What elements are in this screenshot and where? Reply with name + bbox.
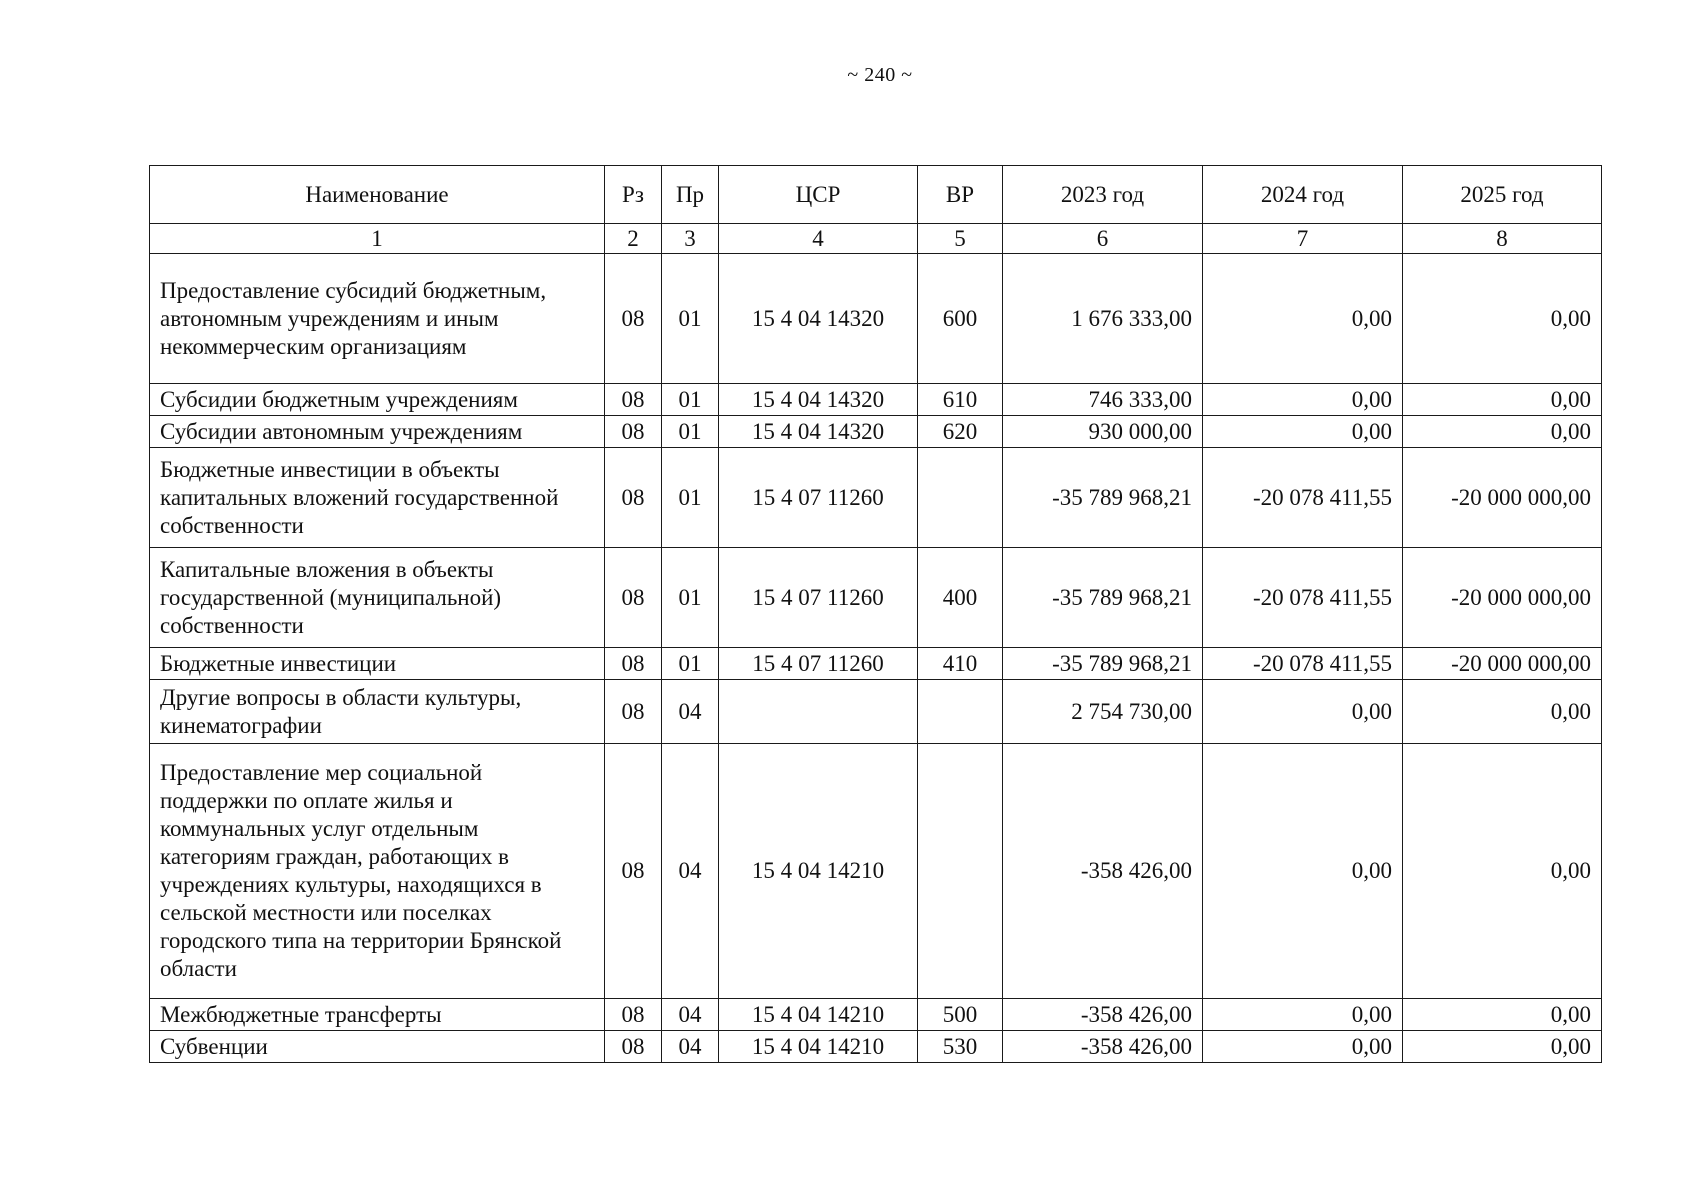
cell-vr	[918, 448, 1003, 548]
cell-2024: 0,00	[1203, 254, 1403, 384]
cell-2024: 0,00	[1203, 384, 1403, 416]
cell-2023: 2 754 730,00	[1003, 680, 1203, 744]
cell-2025: -20 000 000,00	[1403, 548, 1602, 648]
column-number: 6	[1003, 224, 1203, 254]
table-row	[150, 548, 1602, 648]
table-row	[150, 1031, 1602, 1063]
cell-2025: 0,00	[1403, 999, 1602, 1031]
cell-2024: -20 078 411,55	[1203, 448, 1403, 548]
table-row	[150, 384, 1602, 416]
header-csr: ЦСР	[719, 166, 918, 224]
cell-vr: 620	[918, 416, 1003, 448]
header-row	[150, 166, 1602, 224]
cell-2024: -20 078 411,55	[1203, 548, 1403, 648]
header-2023: 2023 год	[1003, 166, 1203, 224]
cell-rz: 08	[605, 648, 662, 680]
cell-pr: 01	[662, 416, 719, 448]
cell-rz: 08	[605, 680, 662, 744]
cell-vr: 400	[918, 548, 1003, 648]
cell-2024: 0,00	[1203, 744, 1403, 999]
budget-table	[149, 165, 1602, 1063]
cell-2023: -358 426,00	[1003, 1031, 1203, 1063]
cell-2025: 0,00	[1403, 680, 1602, 744]
cell-csr: 15 4 04 14320	[719, 416, 918, 448]
cell-pr: 01	[662, 648, 719, 680]
cell-pr: 01	[662, 384, 719, 416]
cell-vr: 530	[918, 1031, 1003, 1063]
column-number: 4	[719, 224, 918, 254]
cell-csr: 15 4 04 14210	[719, 1031, 918, 1063]
cell-rz: 08	[605, 548, 662, 648]
cell-rz: 08	[605, 1031, 662, 1063]
cell-vr: 500	[918, 999, 1003, 1031]
column-number: 7	[1203, 224, 1403, 254]
cell-rz: 08	[605, 999, 662, 1031]
cell-name: Бюджетные инвестиции	[150, 648, 605, 680]
column-number: 3	[662, 224, 719, 254]
header-pr: Пр	[662, 166, 719, 224]
table-row	[150, 416, 1602, 448]
cell-2023: -358 426,00	[1003, 744, 1203, 999]
column-number: 1	[150, 224, 605, 254]
cell-2023: 1 676 333,00	[1003, 254, 1203, 384]
header-vr: ВР	[918, 166, 1003, 224]
cell-name: Межбюджетные трансферты	[150, 999, 605, 1031]
column-number: 5	[918, 224, 1003, 254]
header-name: Наименование	[150, 166, 605, 224]
cell-name: Субсидии автономным учреждениям	[150, 416, 605, 448]
cell-csr: 15 4 04 14210	[719, 744, 918, 999]
cell-2024: 0,00	[1203, 680, 1403, 744]
cell-rz: 08	[605, 254, 662, 384]
page-number: ~ 240 ~	[847, 64, 913, 86]
cell-name: Бюджетные инвестиции в объекты капитальных вложений государственной собственности	[150, 448, 605, 548]
table-row	[150, 680, 1602, 744]
cell-2023: -35 789 968,21	[1003, 648, 1203, 680]
cell-pr: 04	[662, 744, 719, 999]
cell-rz: 08	[605, 448, 662, 548]
cell-2025: -20 000 000,00	[1403, 648, 1602, 680]
cell-name: Субвенции	[150, 1031, 605, 1063]
cell-vr	[918, 744, 1003, 999]
table-row	[150, 254, 1602, 384]
cell-2024: 0,00	[1203, 416, 1403, 448]
cell-csr: 15 4 04 14320	[719, 384, 918, 416]
cell-rz: 08	[605, 744, 662, 999]
cell-2023: -35 789 968,21	[1003, 448, 1203, 548]
cell-rz: 08	[605, 384, 662, 416]
column-number: 2	[605, 224, 662, 254]
cell-vr: 610	[918, 384, 1003, 416]
cell-vr: 410	[918, 648, 1003, 680]
cell-pr: 04	[662, 680, 719, 744]
cell-name: Капитальные вложения в объекты государственной (муниципальной) собственности	[150, 548, 605, 648]
cell-csr: 15 4 07 11260	[719, 448, 918, 548]
cell-pr: 01	[662, 448, 719, 548]
cell-name: Другие вопросы в области культуры, кинематографии	[150, 680, 605, 744]
cell-2025: 0,00	[1403, 744, 1602, 999]
table-row	[150, 648, 1602, 680]
cell-rz: 08	[605, 416, 662, 448]
header-2025: 2025 год	[1403, 166, 1602, 224]
cell-csr	[719, 680, 918, 744]
column-number-row	[150, 224, 1602, 254]
header-rz: Рз	[605, 166, 662, 224]
cell-2024: 0,00	[1203, 999, 1403, 1031]
cell-name: Предоставление субсидий бюджетным, автономным учреждениям и иным некоммерческим организациям	[150, 254, 605, 384]
cell-2023: -35 789 968,21	[1003, 548, 1203, 648]
cell-pr: 04	[662, 999, 719, 1031]
cell-csr: 15 4 07 11260	[719, 648, 918, 680]
cell-vr	[918, 680, 1003, 744]
cell-2025: 0,00	[1403, 1031, 1602, 1063]
table-row	[150, 999, 1602, 1031]
cell-csr: 15 4 04 14320	[719, 254, 918, 384]
cell-2023: -358 426,00	[1003, 999, 1203, 1031]
cell-2025: -20 000 000,00	[1403, 448, 1602, 548]
cell-name: Предоставление мер социальной поддержки по оплате жилья и коммунальных услуг отдельным категориям граждан, работающих в учреждениях культуры, находящихся в сельской местности или поселках городского типа на территории Брянской области	[150, 744, 605, 999]
cell-2024: -20 078 411,55	[1203, 648, 1403, 680]
cell-vr: 600	[918, 254, 1003, 384]
cell-pr: 01	[662, 254, 719, 384]
cell-2024: 0,00	[1203, 1031, 1403, 1063]
cell-pr: 04	[662, 1031, 719, 1063]
table-row	[150, 744, 1602, 999]
column-number: 8	[1403, 224, 1602, 254]
cell-2025: 0,00	[1403, 416, 1602, 448]
cell-2025: 0,00	[1403, 384, 1602, 416]
cell-csr: 15 4 07 11260	[719, 548, 918, 648]
cell-pr: 01	[662, 548, 719, 648]
cell-2025: 0,00	[1403, 254, 1602, 384]
header-2024: 2024 год	[1203, 166, 1403, 224]
table-row	[150, 448, 1602, 548]
cell-2023: 746 333,00	[1003, 384, 1203, 416]
cell-2023: 930 000,00	[1003, 416, 1203, 448]
cell-csr: 15 4 04 14210	[719, 999, 918, 1031]
cell-name: Субсидии бюджетным учреждениям	[150, 384, 605, 416]
